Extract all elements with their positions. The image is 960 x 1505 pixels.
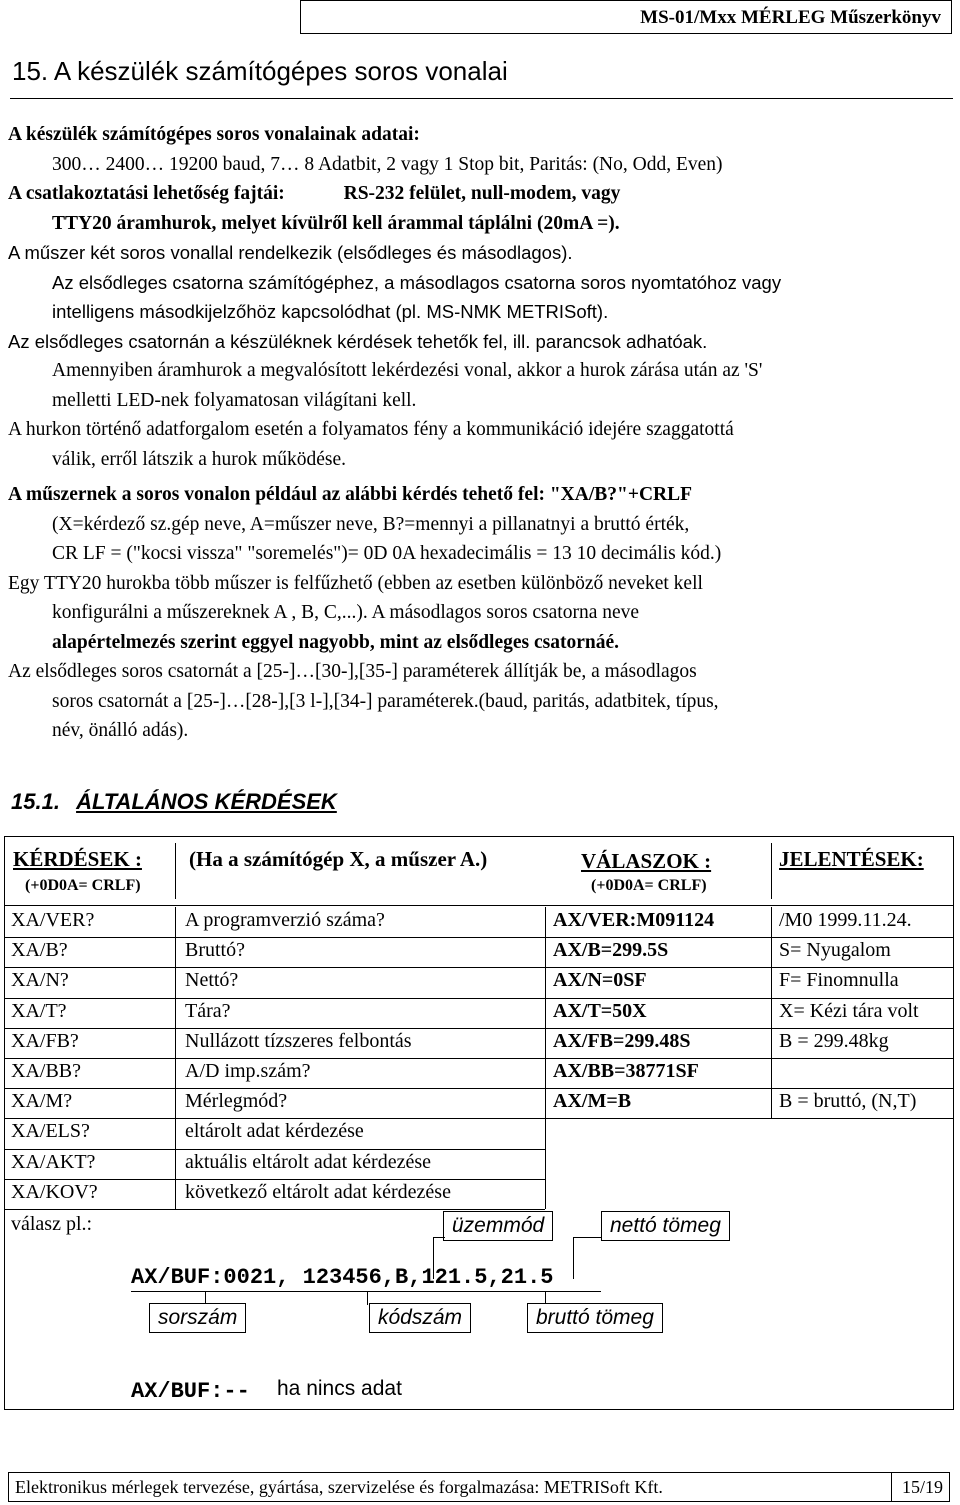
description-cell: Bruttó?: [185, 939, 245, 962]
description-cell: Tára?: [185, 999, 231, 1022]
buffer-example: AX/BUF:0021, 123456,B,121.5,21.5: [131, 1265, 554, 1290]
query-line: CR LF = ("kocsi vissza" "soremelés")= 0D 0A hexadecimális = 13 10 decimális kód.): [52, 543, 722, 564]
column-rule: [175, 1179, 176, 1209]
table-row: [5, 937, 955, 967]
section-title: [11, 789, 337, 815]
column-rule: [545, 967, 546, 997]
pointer-line: [573, 1237, 601, 1238]
header-answers-sub: (+0D0A= CRLF): [591, 877, 707, 894]
paragraph: melletti LED-nek folyamatosan világítani kell.: [52, 389, 417, 411]
column-rule: [545, 1149, 546, 1179]
document-header: MS-01/Mxx MÉRLEG Műszerkönyv: [300, 0, 952, 34]
query-line: Egy TTY20 hurokba több műszer is felfűzhető (ebben az esetben különböző neveket kell: [8, 572, 703, 594]
label-code: kódszám: [369, 1303, 471, 1333]
meaning-cell: X= Kézi tára volt: [779, 999, 919, 1022]
column-rule: [175, 1118, 176, 1148]
table-row: [5, 998, 955, 1028]
title-rule: [10, 98, 953, 99]
header-description: (Ha a számítógép X, a műszer A.): [189, 847, 488, 871]
table-row: [5, 967, 955, 997]
column-rule: [175, 1058, 176, 1088]
column-rule: [545, 1058, 546, 1088]
query-line: soros csatornát a [25-]…[28-],[3 l-],[34-] paraméterek.(baud, paritás, adatbitek, típus,: [52, 690, 719, 712]
header-reports: JELENTÉSEK:: [779, 847, 924, 871]
answer-cell: AX/B=299.5S: [553, 939, 669, 962]
label-mode: üzemmód: [443, 1211, 553, 1241]
meaning-cell: /M0 1999.11.24.: [779, 909, 912, 931]
query-table-box: [4, 836, 954, 1410]
answer-cell: AX/M=B: [553, 1090, 632, 1113]
header-divider: [771, 843, 772, 899]
meaning-cell: F= Finomnulla: [779, 969, 899, 992]
column-rule: [175, 1149, 176, 1179]
query-cell: XA/N?: [11, 969, 69, 992]
description-cell: következő eltárolt adat kérdezése: [185, 1180, 451, 1203]
label-net-weight: nettó tömeg: [601, 1211, 730, 1241]
row-rule: [5, 1209, 545, 1210]
query-cell: XA/AKT?: [11, 1150, 96, 1173]
description-cell: A/D imp.szám?: [185, 1060, 311, 1082]
meaning-cell: B = 299.48kg: [779, 1029, 889, 1052]
paragraph: intelligens másodkijelzőhöz kapcsolódhat (pl. MS-NMK METRISoft).: [52, 301, 609, 322]
intro-line: 300… 2400… 19200 baud, 7… 8 Adatbit, 2 vagy 1 Stop bit, Paritás: (No, Odd, Even): [52, 153, 723, 175]
description-cell: Mérlegmód?: [185, 1090, 288, 1113]
intro-line: [8, 179, 948, 209]
description-cell: eltárolt adat kérdezése: [185, 1120, 364, 1143]
query-cell: XA/VER?: [11, 909, 95, 931]
paragraph: Az elsődleges csatorna számítógéphez, a másodlagos csatorna soros nyomtatóhoz vagy: [52, 271, 782, 293]
column-rule: [545, 1118, 546, 1148]
query-line: (X=kérdező sz.gép neve, A=műszer neve, B?=mennyi a pillanatnyi a bruttó érték,: [52, 513, 690, 535]
answer-cell: AX/BB=38771SF: [553, 1060, 699, 1082]
empty-buffer-text: ha nincs adat: [277, 1377, 402, 1400]
chapter-title: 15. A készülék számítógépes soros vonalai: [12, 56, 508, 86]
column-rule: [545, 998, 546, 1028]
column-rule: [771, 1088, 772, 1118]
connection-label: A csatlakoztatási lehetőség fajtái:: [8, 183, 285, 204]
query-cell: XA/KOV?: [11, 1180, 98, 1203]
column-rule: [771, 1058, 772, 1088]
intro-line: A készülék számítógépes soros vonalainak adatai:: [8, 124, 420, 145]
description-cell: Nettó?: [185, 969, 239, 992]
table-row: [5, 907, 955, 937]
query-line: Az elsődleges soros csatornát a [25-]…[30-],[35-] paraméterek állítják be, a másodlagos: [8, 661, 697, 682]
buffer-underline: [131, 1291, 601, 1292]
answer-cell: AX/FB=299.48S: [553, 1029, 691, 1052]
query-line: konfigurálni a műszereknek A , B, C,...). A másodlagos soros csatorna neve: [52, 602, 640, 623]
header-divider: [175, 843, 176, 899]
column-rule: [175, 907, 176, 937]
query-cell: XA/M?: [11, 1090, 73, 1113]
footer-divider: [891, 1473, 892, 1501]
column-rule: [175, 937, 176, 967]
column-rule: [545, 1028, 546, 1058]
column-rule: [545, 937, 546, 967]
answer-cell: AX/VER:M091124: [553, 909, 715, 931]
meaning-cell: B = bruttó, (N,T): [779, 1090, 917, 1113]
example-label: válasz pl.:: [11, 1213, 93, 1235]
table-row: [5, 1118, 955, 1148]
header-answers: VÁLASZOK :: [581, 849, 712, 873]
column-rule: [771, 998, 772, 1028]
table-row: [5, 1088, 955, 1118]
section-number: 15.1.: [11, 789, 60, 814]
intro-line: TTY20 áramhurok, melyet kívülről kell árammal táplálni (20mA =).: [52, 212, 620, 234]
table-row: [5, 1028, 955, 1058]
footer-text: Elektronikus mérlegek tervezése, gyártása, szervizelése és forgalmazása: METRISoft Kft.: [15, 1477, 663, 1497]
query-cell: XA/B?: [11, 939, 68, 962]
label-gross-weight: bruttó tömeg: [527, 1303, 663, 1333]
query-cell: XA/ELS?: [11, 1120, 90, 1143]
query-cell: XA/BB?: [11, 1060, 81, 1082]
description-cell: aktuális eltárolt adat kérdezése: [185, 1150, 431, 1173]
paragraph: Amennyiben áramhurok a megvalósított lekérdezési vonal, akkor a hurok zárása után az 'S': [52, 360, 763, 381]
query-cell: XA/FB?: [11, 1029, 79, 1052]
column-rule: [771, 937, 772, 967]
page-footer: [8, 1472, 950, 1502]
column-rule: [771, 967, 772, 997]
page-number: 15/19: [901, 1477, 943, 1497]
answer-cell: AX/N=0SF: [553, 969, 647, 992]
description-cell: A programverzió száma?: [185, 909, 385, 931]
column-rule: [175, 1088, 176, 1118]
query-line: alapértelmezés szerint eggyel nagyobb, mint az elsődleges csatornáé.: [52, 631, 620, 653]
pointer-line: [367, 1291, 368, 1305]
meaning-cell: S= Nyugalom: [779, 939, 891, 962]
header-questions-sub: (+0D0A= CRLF): [25, 877, 141, 894]
query-line: név, önálló adás).: [52, 720, 189, 741]
column-rule: [175, 967, 176, 997]
table-row: [5, 1149, 955, 1179]
column-rule: [545, 1179, 546, 1209]
section-name: ÁLTALÁNOS KÉRDÉSEK: [76, 789, 337, 814]
paragraph: A műszer két soros vonallal rendelkezik (elsődleges és másodlagos).: [8, 242, 573, 263]
label-serial: sorszám: [149, 1303, 246, 1333]
empty-buffer-cmd: AX/BUF:--: [131, 1379, 250, 1404]
pointer-line: [573, 1237, 574, 1279]
column-rule: [545, 1088, 546, 1118]
answer-cell: AX/T=50X: [553, 999, 647, 1022]
column-rule: [175, 1028, 176, 1058]
header-questions: KÉRDÉSEK :: [13, 847, 142, 871]
body-text: [8, 120, 948, 746]
paragraph: A hurkon történő adatforgalom esetén a folyamatos fény a kommunikáció idejére szaggatottá: [8, 419, 734, 440]
column-rule: [175, 998, 176, 1028]
query-line: A műszernek a soros vonalon például az alábbi kérdés tehető fel: "XA/B?"+CRLF: [8, 484, 693, 505]
pointer-line: [433, 1237, 445, 1238]
description-cell: Nullázott tízszeres felbontás: [185, 1029, 412, 1052]
row-rule: [5, 905, 953, 906]
paragraph: Az elsődleges csatornán a készüléknek kérdések tehetők fel, ill. parancsok adhatóak.: [8, 330, 708, 352]
connection-value: RS-232 felület, null-modem, vagy: [343, 183, 621, 204]
query-cell: XA/T?: [11, 999, 67, 1022]
paragraph: válik, erről látszik a hurok működése.: [52, 448, 347, 470]
table-row: [5, 1179, 955, 1209]
column-rule: [771, 907, 772, 937]
column-rule: [771, 1028, 772, 1058]
table-row: [5, 1058, 955, 1088]
column-rule: [545, 907, 546, 937]
